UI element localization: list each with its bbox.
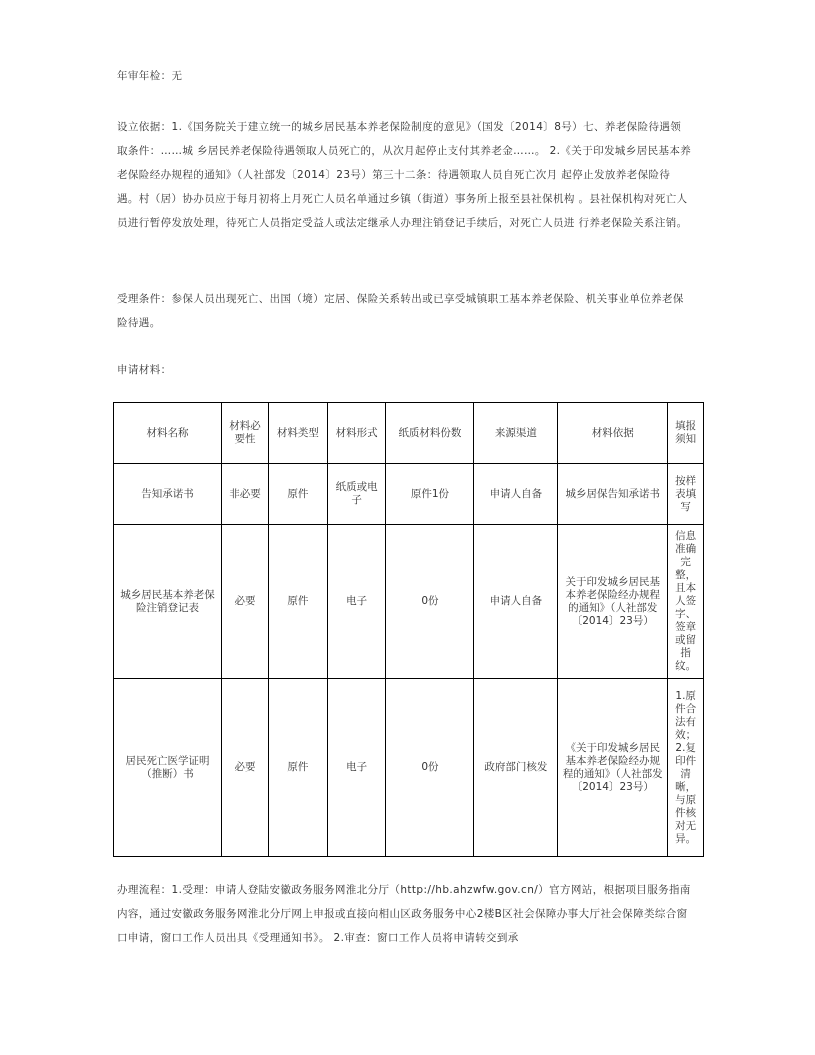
cell-necessity: 必要 (221, 679, 268, 857)
cell-material-form: 电子 (327, 525, 386, 679)
annual-review-text: 年审年检：无 (117, 70, 183, 82)
header-paper-copies: 纸质材料份数 (386, 403, 474, 464)
cell-material-form: 纸质或电子 (327, 464, 386, 525)
cell-source: 政府部门核发 (474, 679, 558, 857)
cell-paper-copies: 0份 (386, 679, 474, 857)
cell-basis: 关于印发城乡居民基本养老保险经办规程的通知》（人社部发〔2014〕23号） (558, 525, 668, 679)
cell-material-name: 居民死亡医学证明（推断）书 (114, 679, 222, 857)
cell-material-name: 告知承诺书 (114, 464, 222, 525)
materials-table (113, 402, 704, 857)
process-text: 办理流程：1.受理：申请人登陆安徽政务服务网淮北分厅（http://hb.ahzwfw.gov.cn/）官方网站，根据项目服务指南内容，通过安徽政务服务网淮北分厅网上申报或直接向相山区政务服务中心2楼B区社会保障办事大厅社会保障类综合窗口申请，窗口工作人员出具《受理通知书》。 2.审查：窗口工作人员将申请转交到承 (117, 884, 691, 944)
header-source: 来源渠道 (474, 403, 558, 464)
cell-necessity: 非必要 (221, 464, 268, 525)
cell-source: 申请人自备 (474, 525, 558, 679)
cell-material-form: 电子 (327, 679, 386, 857)
cell-source: 申请人自备 (474, 464, 558, 525)
cell-notes: 1.原件合法有效；2.复印件清晰，与原件核对无异。 (668, 679, 704, 857)
materials-heading: 申请材料： (117, 364, 172, 376)
header-material-type: 材料类型 (269, 403, 328, 464)
cell-basis: 城乡居保告知承诺书 (558, 464, 668, 525)
header-notes: 填报须知 (668, 403, 704, 464)
cell-paper-copies: 原件1份 (386, 464, 474, 525)
cell-material-name: 城乡居民基本养老保险注销登记表 (114, 525, 222, 679)
cell-necessity: 必要 (221, 525, 268, 679)
cell-material-type: 原件 (269, 464, 328, 525)
table-row (114, 679, 704, 857)
cell-material-type: 原件 (269, 679, 328, 857)
cell-paper-copies: 0份 (386, 525, 474, 679)
cell-basis: 《关于印发城乡居民基本养老保险经办规程的通知》（人社部发〔2014〕23号） (558, 679, 668, 857)
cell-notes: 按样表填写 (668, 464, 704, 525)
header-material-name: 材料名称 (114, 403, 222, 464)
acceptance-conditions-text: 受理条件：参保人员出现死亡、出国（境）定居、保险关系转出或已享受城镇职工基本养老保险、机关事业单位养老保险待遇。 (117, 293, 684, 329)
header-necessity: 材料必要性 (221, 403, 268, 464)
header-basis: 材料依据 (558, 403, 668, 464)
legal-basis-text: 设立依据：1.《国务院关于建立统一的城乡居民基本养老保险制度的意见》（国发〔2014〕8号）七、养老保险待遇领取条件：……城 乡居民养老保险待遇领取人员死亡的，从次月起停止支付其养老金……。 2.《关于印发城乡居民基本养老保险经办规程的通知》（人社部发〔2014〕23号）第三十二条：待遇领取人员自死亡次月 起停止发放养老保险待遇。村（居）协办员应于每月初将上月死亡人员名单通过乡镇（街道）事务所上报至县社保机构 。县社保机构对死亡人员进行暂停发放处理，待死亡人员指定受益人或法定继承人办理注销登记手续后，对死亡人员进 行养老保险关系注销。 (117, 121, 692, 229)
cell-material-type: 原件 (269, 525, 328, 679)
cell-notes: 信息准确完整，且本人签字、签章或留指纹。 (668, 525, 704, 679)
table-header-row (114, 403, 704, 464)
header-material-form: 材料形式 (327, 403, 386, 464)
table-row (114, 525, 704, 679)
table-row (114, 464, 704, 525)
